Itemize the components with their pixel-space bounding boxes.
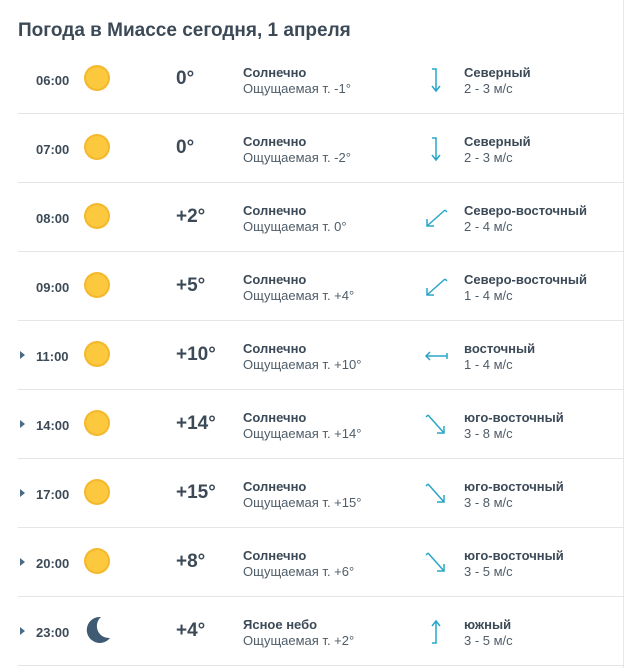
- forecast-temperature: +2°: [176, 206, 206, 227]
- forecast-feels-like: Ощущаемая т. +4°: [243, 288, 355, 303]
- wind-arrow-northwest-icon: [424, 480, 448, 508]
- wind-arrow-west-icon: [424, 342, 448, 370]
- forecast-feels-like: Ощущаемая т. -1°: [243, 81, 351, 96]
- forecast-condition: Ясное небо: [243, 617, 318, 632]
- forecast-feels-like: Ощущаемая т. +14°: [243, 426, 362, 441]
- forecast-condition: Солнечно: [243, 410, 307, 425]
- wind-direction: южный: [464, 617, 512, 632]
- wind-arrow-northwest-icon: [424, 411, 448, 439]
- sun-icon: [82, 408, 112, 438]
- hourly-forecast-list: [0, 45, 624, 666]
- wind-arrow-down-icon: [424, 135, 448, 163]
- sun-icon: [82, 63, 112, 93]
- forecast-row[interactable]: [18, 528, 624, 597]
- forecast-row[interactable]: [18, 459, 624, 528]
- sun-icon: [82, 546, 112, 576]
- expand-triangle-icon[interactable]: [20, 351, 25, 359]
- wind-arrow-southwest-icon: [424, 273, 448, 301]
- forecast-temperature: +15°: [176, 482, 216, 503]
- wind-speed: 1 - 4 м/с: [464, 357, 513, 372]
- wind-arrow-up-icon: [424, 618, 448, 646]
- forecast-time: 09:00: [36, 280, 70, 295]
- wind-speed: 3 - 5 м/с: [464, 633, 513, 648]
- forecast-condition: Солнечно: [243, 272, 307, 287]
- sun-icon: [82, 270, 112, 300]
- wind-direction: Северный: [464, 65, 531, 80]
- forecast-condition: Солнечно: [243, 203, 307, 218]
- forecast-time: 23:00: [36, 625, 70, 640]
- wind-direction: Северный: [464, 134, 531, 149]
- forecast-row: [18, 45, 624, 114]
- sun-icon: [82, 201, 112, 231]
- wind-direction: восточный: [464, 341, 536, 356]
- expand-triangle-icon[interactable]: [20, 558, 25, 566]
- forecast-temperature: +5°: [176, 275, 206, 296]
- forecast-time: 17:00: [36, 487, 70, 502]
- wind-direction: Северо-восточный: [464, 203, 588, 218]
- forecast-row[interactable]: [18, 321, 624, 390]
- expand-triangle-icon[interactable]: [20, 489, 25, 497]
- expand-triangle-icon[interactable]: [20, 627, 25, 635]
- forecast-feels-like: Ощущаемая т. 0°: [243, 219, 347, 234]
- forecast-row[interactable]: [18, 597, 624, 666]
- forecast-condition: Солнечно: [243, 341, 307, 356]
- forecast-row[interactable]: [18, 390, 624, 459]
- forecast-feels-like: Ощущаемая т. +6°: [243, 564, 355, 579]
- wind-arrow-down-icon: [424, 66, 448, 94]
- forecast-temperature: 0°: [176, 68, 195, 89]
- forecast-time: 08:00: [36, 211, 70, 226]
- wind-speed: 2 - 3 м/с: [464, 81, 513, 96]
- expand-triangle-icon[interactable]: [20, 420, 25, 428]
- wind-direction: Северо-восточный: [464, 272, 588, 287]
- forecast-row: [18, 252, 624, 321]
- forecast-feels-like: Ощущаемая т. +2°: [243, 633, 355, 648]
- forecast-temperature: +14°: [176, 413, 216, 434]
- forecast-condition: Солнечно: [243, 548, 307, 563]
- wind-speed: 3 - 5 м/с: [464, 564, 513, 579]
- wind-arrow-southwest-icon: [424, 204, 448, 232]
- moon-icon: [82, 615, 112, 645]
- forecast-row: [18, 183, 624, 252]
- wind-speed: 2 - 3 м/с: [464, 150, 513, 165]
- forecast-temperature: 0°: [176, 137, 195, 158]
- wind-direction: юго-восточный: [464, 479, 564, 494]
- forecast-feels-like: Ощущаемая т. +15°: [243, 495, 362, 510]
- sun-icon: [82, 339, 112, 369]
- sun-icon: [82, 132, 112, 162]
- forecast-condition: Солнечно: [243, 134, 307, 149]
- forecast-time: 20:00: [36, 556, 70, 571]
- forecast-condition: Солнечно: [243, 479, 307, 494]
- forecast-row: [18, 114, 624, 183]
- forecast-time: 14:00: [36, 418, 70, 433]
- forecast-temperature: +4°: [176, 620, 206, 641]
- wind-speed: 3 - 8 м/с: [464, 426, 513, 441]
- forecast-time: 11:00: [36, 349, 69, 364]
- wind-speed: 2 - 4 м/с: [464, 219, 513, 234]
- forecast-time: 06:00: [36, 73, 70, 88]
- forecast-condition: Солнечно: [243, 65, 307, 80]
- sun-icon: [82, 477, 112, 507]
- forecast-feels-like: Ощущаемая т. +10°: [243, 357, 362, 372]
- forecast-time: 07:00: [36, 142, 70, 157]
- wind-direction: юго-восточный: [464, 410, 564, 425]
- forecast-feels-like: Ощущаемая т. -2°: [243, 150, 351, 165]
- wind-speed: 3 - 8 м/с: [464, 495, 513, 510]
- wind-speed: 1 - 4 м/с: [464, 288, 513, 303]
- wind-direction: юго-восточный: [464, 548, 564, 563]
- page-title: Погода в Миассе сегодня, 1 апреля: [18, 20, 351, 41]
- forecast-temperature: +8°: [176, 551, 206, 572]
- forecast-temperature: +10°: [176, 344, 216, 365]
- wind-arrow-northwest-icon: [424, 549, 448, 577]
